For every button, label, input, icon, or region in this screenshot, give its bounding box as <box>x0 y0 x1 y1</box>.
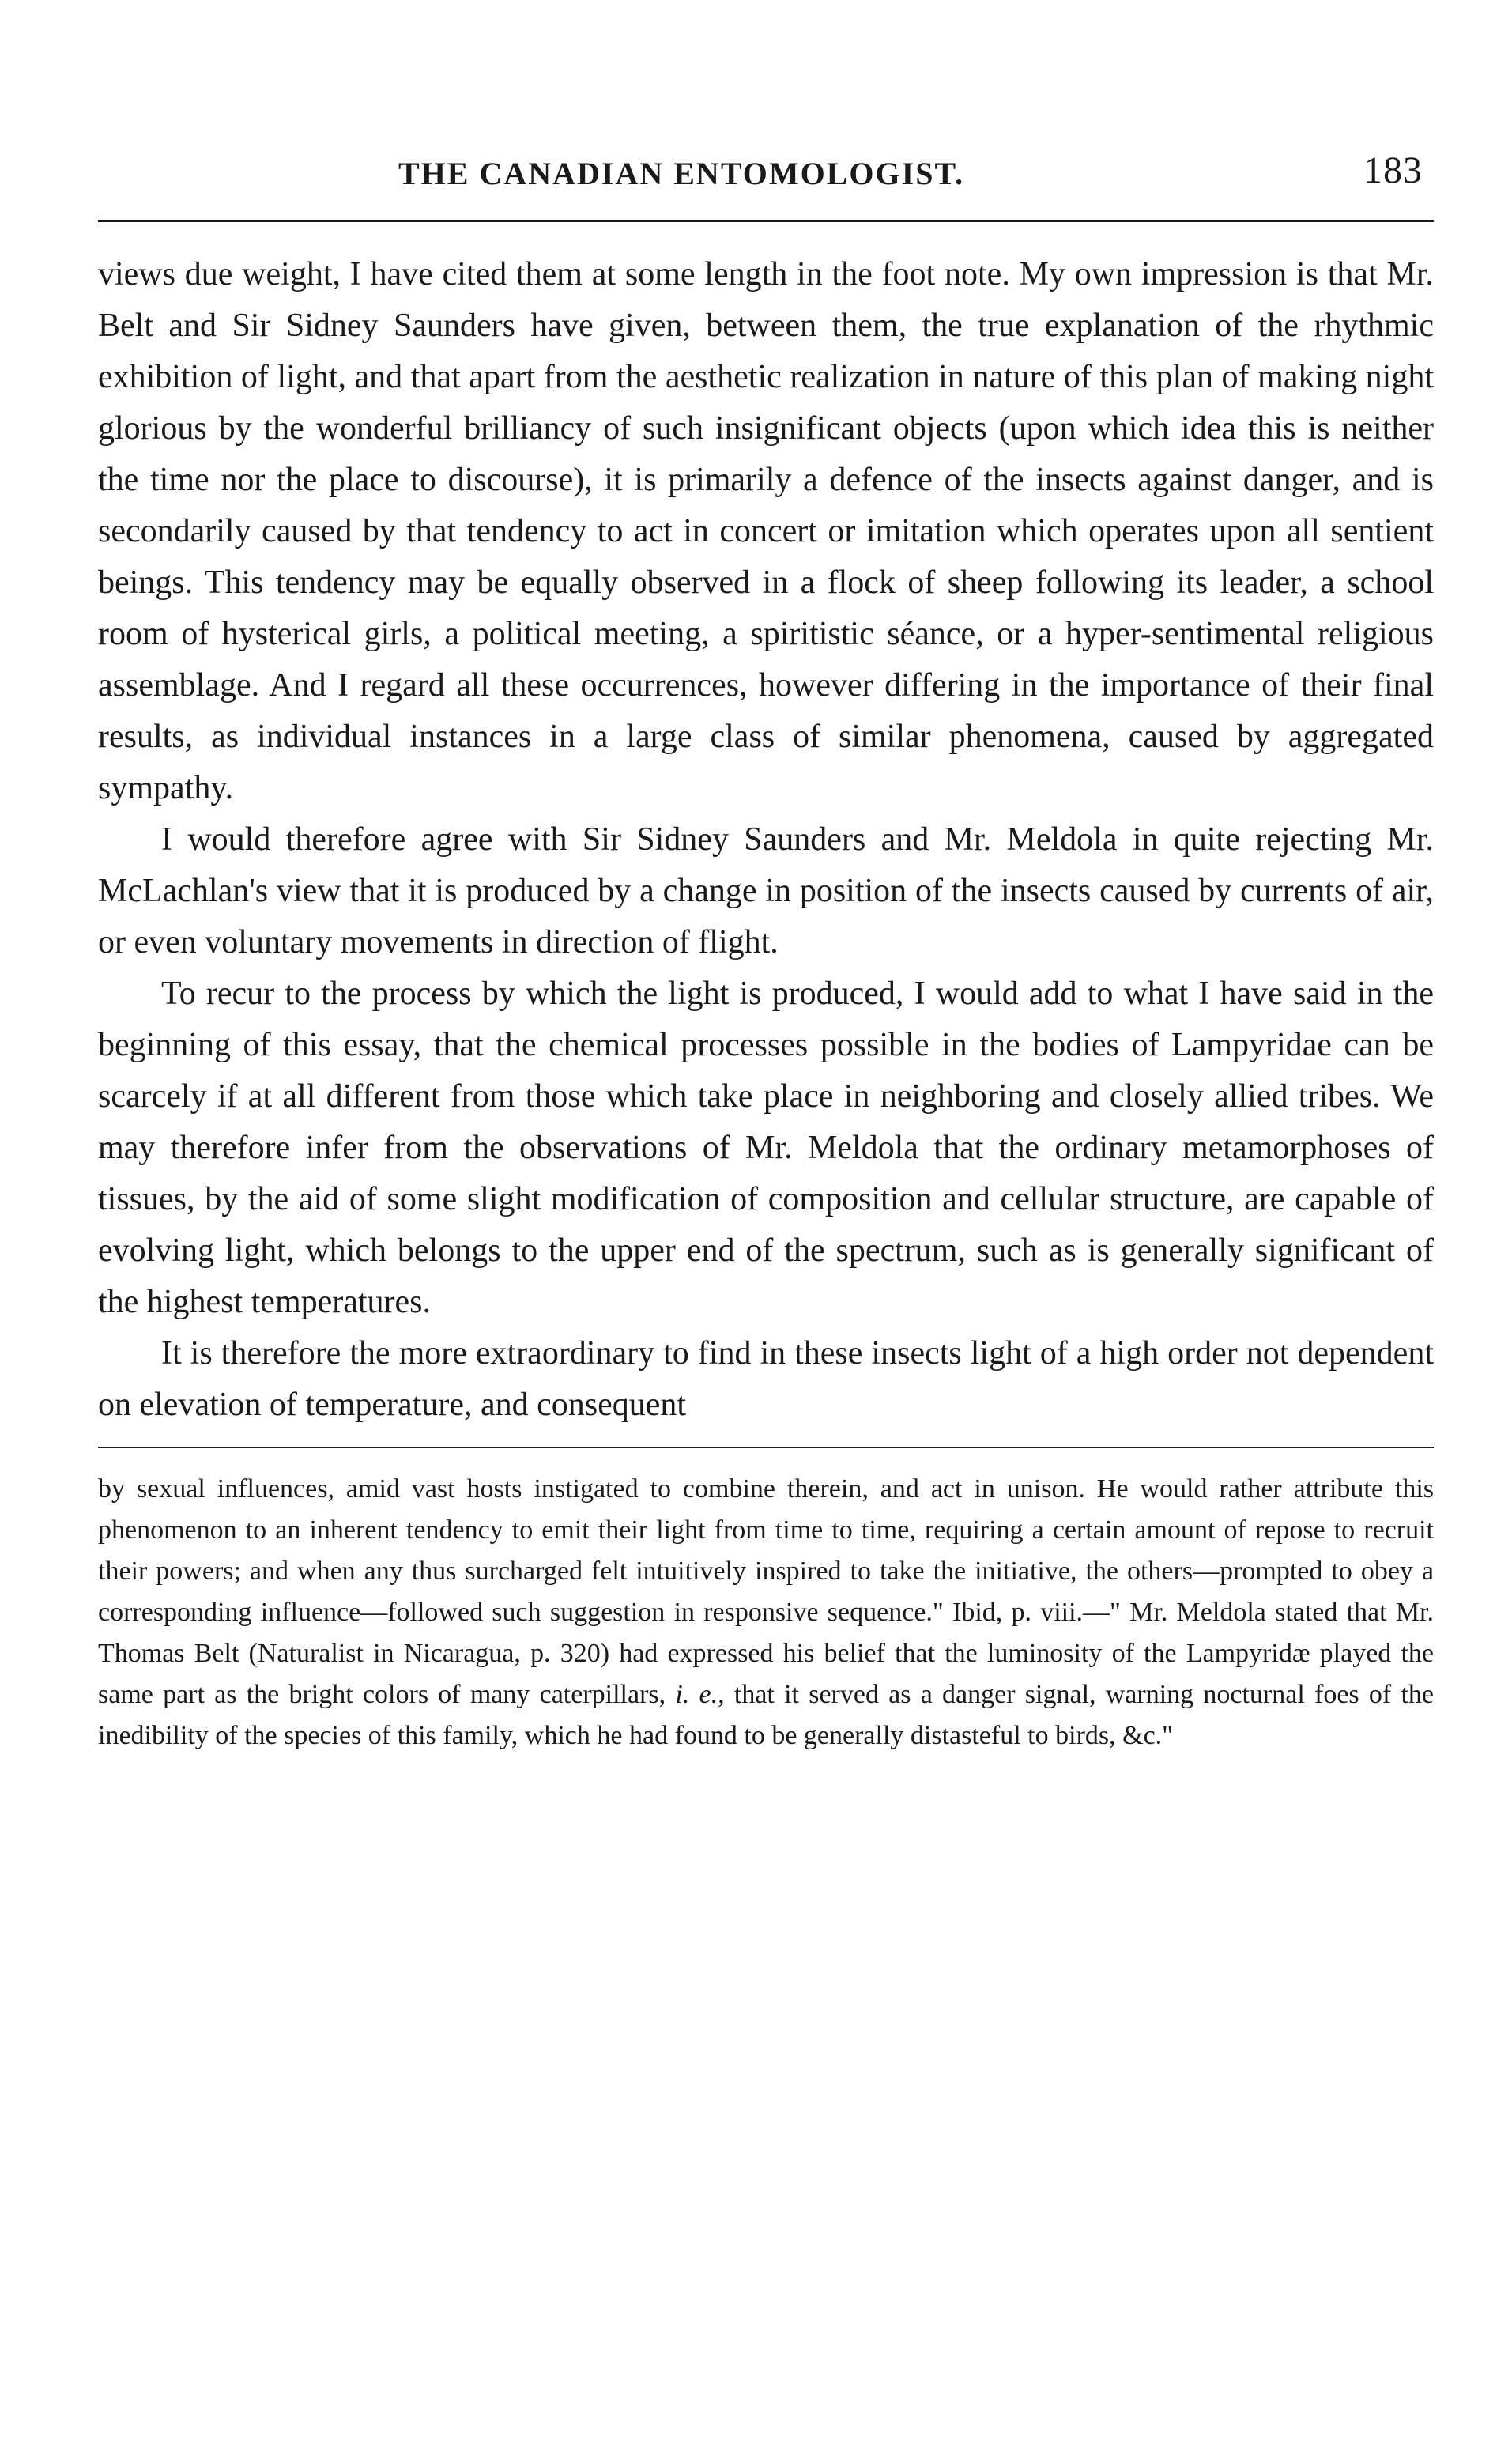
body-text <box>98 249 1434 1431</box>
paragraph-2: I would therefore agree with Sir Sidney Saunders and Mr. Meldola in quite rejecting Mr. McLachlan's view that it is produced by a change in position of the insects caused by currents of air, or even voluntary movements in direction of flight. <box>98 821 1434 960</box>
footnote-part-2: that it served as a danger signal, warning nocturnal foes of the inedibility of the species of this family, which he had found to be generally distasteful to birds, &c." <box>98 1680 1434 1750</box>
footnote-part-1: by sexual influences, amid vast hosts instigated to combine therein, and act in unison. He would rather attribute this phenomenon to an inherent tendency to emit their light from time to time, requiring a certain amount of repose to recruit their powers; and when any thus surcharged felt intuitively inspired to take the initiative, the others—prompted to obey a corresponding influence—followed such suggestion in responsive sequence." Ibid, p. viii.—" Mr. Meldola stated that Mr. Thomas Belt (Naturalist in Nicaragua, p. 320) had expressed his belief that the luminosity of the Lampyridæ played the same part as the bright colors of many caterpillars, <box>98 1474 1434 1709</box>
footnote-ie: i. e., <box>675 1680 725 1709</box>
running-title: THE CANADIAN ENTOMOLOGIST. <box>398 156 965 191</box>
paragraph-1: views due weight, I have cited them at some length in the foot note. My own impression is that Mr. Belt and Sir Sidney Saunders have given, between them, the true explanation of the rhythmic exhibition of light, and that apart from the aesthetic realization in nature of this plan of making night glorious by the wonderful brilliancy of such insignificant objects (upon which idea this is neither the time nor the place to discourse), it is primarily a defence of the insects against danger, and is secondarily caused by that tendency to act in concert or imitation which operates upon all sentient beings. This tendency may be equally observed in a flock of sheep following its leader, a school room of hysterical girls, a political meeting, a spiritistic séance, or a hyper-sentimental religious assemblage. And I regard all these occurrences, however differing in the importance of their final results, as individual instances in a large class of similar phenomena, caused by aggregated sympathy. <box>98 256 1434 806</box>
footnote-rule <box>98 1447 1434 1448</box>
paragraph-4: It is therefore the more extraordinary to find in these insects light of a high order not dependent on elevation of temperature, and consequent <box>98 1335 1434 1423</box>
footnote <box>98 1469 1434 1757</box>
page <box>98 142 1434 1757</box>
header-rule <box>98 220 1434 222</box>
running-head <box>98 142 1434 206</box>
footnote-text <box>98 1469 1434 1757</box>
paragraph-3: To recur to the process by which the light is produced, I would add to what I have said in the beginning of this essay, that the chemical processes possible in the bodies of Lampyridae can be scarcely if at all different from those which take place in neighboring and closely allied tribes. We may therefore infer from the observations of Mr. Meldola that the ordinary metamorphoses of tissues, by the aid of some slight modification of composition and cellular structure, are capable of evolving light, which belongs to the upper end of the spectrum, such as is generally significant of the highest temperatures. <box>98 975 1434 1320</box>
page-number: 183 <box>1363 149 1423 191</box>
